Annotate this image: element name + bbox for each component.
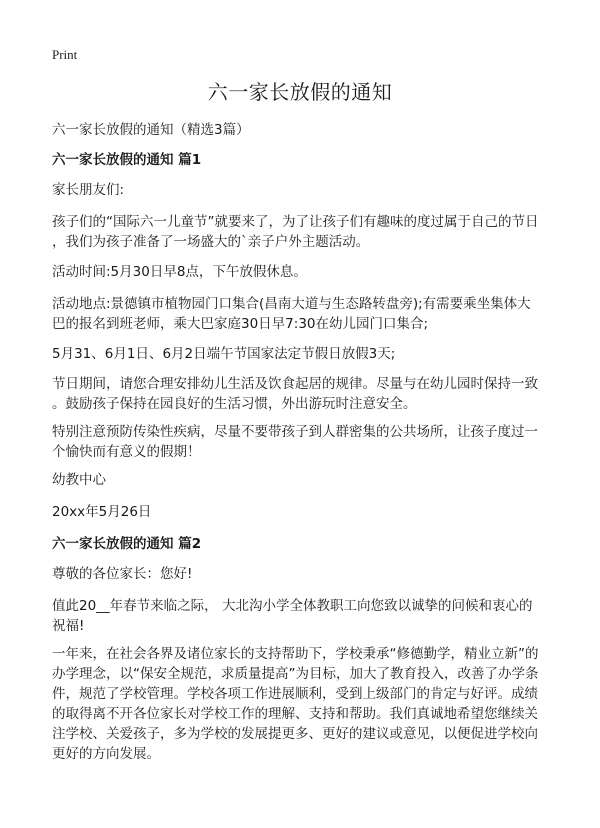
page-title: 六一家长放假的通知 bbox=[207, 80, 393, 104]
text-line: 活动地点:景德镇市植物园门口集合(昌南大道与生态路转盘旁);有需要乘坐集体大 bbox=[52, 296, 531, 312]
section1-activity-location bbox=[52, 294, 552, 334]
text-line: 值此20__年春节来临之际， 大北沟小学全体教职工向您致以诚挚的问候和衷心的 bbox=[52, 598, 533, 614]
section2-paragraph-2 bbox=[52, 644, 552, 764]
print-label: Print bbox=[52, 47, 78, 62]
text-line: 巴的报名到班老师，乘大巴家庭30日早7:30在幼儿园门口集合; bbox=[52, 316, 429, 332]
subtitle: 六一家长放假的通知（精选3篇） bbox=[52, 122, 250, 138]
section2-heading: 六一家长放假的通知 篇2 bbox=[52, 536, 202, 552]
text-line: ，我们为孩子准备了一场盛大的`亲子户外主题活动。 bbox=[52, 234, 370, 250]
section1-paragraph-2 bbox=[52, 374, 552, 414]
text-line: 特别注意预防传染性疾病，尽量不要带孩子到人群密集的公共场所，让孩子度过一 bbox=[52, 424, 538, 440]
text-line: 一年来，在社会各界及诸位家长的支持帮助下，学校秉承“修德勤学，精业立新”的 bbox=[52, 646, 539, 662]
text-line: 办学理念，以“保安全规范，求质量提高”为目标，加大了教育投入，改善了办学条 bbox=[52, 666, 539, 682]
section2-paragraph-1 bbox=[52, 596, 552, 636]
section1-activity-time: 活动时间:5月30日早8点，下午放假休息。 bbox=[52, 264, 307, 280]
text-line: 更好的方向发展。 bbox=[52, 746, 160, 762]
section1-greeting: 家长朋友们: bbox=[52, 182, 125, 198]
text-line: 件，规范了学校管理。学校各项工作进展顺利，受到上级部门的肯定与好评。成绩 bbox=[52, 686, 538, 702]
text-line: 孩子们的“国际六一儿童节”就要来了，为了让孩子们有趣味的度过属于自己的节日 bbox=[52, 214, 539, 230]
section1-signature: 幼教中心 bbox=[52, 472, 106, 488]
text-line: 节日期间，请您合理安排幼儿生活及饮食起居的规律。尽量与在幼儿园时保持一致 bbox=[52, 376, 538, 392]
text-line: 祝福! bbox=[52, 618, 85, 634]
section1-date: 20xx年5月26日 bbox=[52, 504, 152, 520]
text-line: 个愉快而有意义的假期！ bbox=[52, 444, 201, 460]
section2-greeting: 尊敬的各位家长：您好! bbox=[52, 566, 193, 582]
section1-holiday: 5月31、6月1日、6月2日端午节国家法定节假日放假3天; bbox=[52, 346, 396, 362]
text-line: 注学校、关爱孩子，多为学校的发展提更多、更好的建议或意见，以便促进学校向 bbox=[52, 726, 538, 742]
text-line: 的取得离不开各位家长对学校工作的理解、支持和帮助。我们真诚地希望您继续关 bbox=[52, 706, 538, 722]
section1-heading: 六一家长放假的通知 篇1 bbox=[52, 152, 202, 168]
text-line: 。鼓励孩子保持在园良好的生活习惯，外出游玩时注意安全。 bbox=[52, 396, 417, 412]
section1-paragraph-1 bbox=[52, 212, 552, 252]
section1-paragraph-3 bbox=[52, 422, 552, 462]
